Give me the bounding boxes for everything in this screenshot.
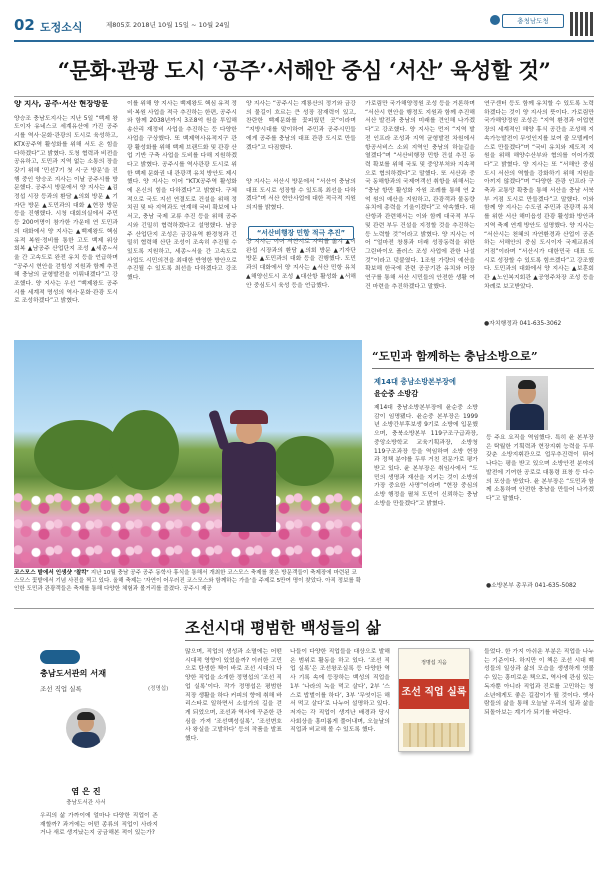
book-column-2 <box>185 648 282 882</box>
article-text: 가로림만 국가해양정원 조성 등을 거론하며 “서산시 현안을 행정도 지원과 함께 추진해 서산 발전과 충남의 미래를 견인해 나가겠다”고 강조했다. 양 지사는 먼저 “지역 발전 인프라 조성과 지역 균형발전 차원에서 항공서비스 소외 지역인 충남의 하늘길을 열겠다”며 “서산비행장 민항 건설 추진 동력 확보를 위해 국토 및 중앙부처와 지속적으로 협의하겠다”고 말했다. 또 서산과 중국 동해항과의 국제여객선 취항을 위해서는 “충남 항만 활성화 자원 조례를 통해 연 2억 원의 예산을 지원하고, 관광객과 물동량 유치에 총력을 기울이겠다”고 약속했다. 대산항과 관련해서는 이와 함께 대국적 부두 및 관련 부두 건설을 지정할 것을 추진하는 등 노력할 것”이라고 밝혔다. 양 지사는 이어 “얼마전 창룡과 더래 성장동력을 위한 그린바이오 플러스 조성 사업에 관한 나설 것”이라고 덧붙였다. 1조원 가량의 예산을 확보해 한국에 관련 공공기관 유치와 어장 연구를 통해 서산 시민들의 안전한 생활 여건 마련을 추진하겠다고 말했다. <box>365 101 475 290</box>
article-text: 이를 위해 양 지사는 백제왕도 핵심 유적 정비·복원 사업을 적극 추진하는 한편, 공주시와 함께 2038년까지 3조8억 원을 투입해 송산리 재정비 사업을 추진하는 등 다양한 사업을 구상했다. 또 백제역사유적지구 관광 활성화를 위해 백제 브랜드화 및 관광 산업 기반 구축 사업을 도비를 다해 지원하겠다고 밝혔다. 공주시를 역사관광 도시로 위한 백제 문화권 내 관광객 유치 방안도 제시했다. 양 지사는 이어 “KTX공주역 활성화에 온신의 힘을 다하겠다”고 밝혔다. 구체적으로 국도 지선 연결도로 건설을 위해 정치권 및 타 지역과도 연계해 국비 확보에 나서고, 충남 국제 교류 추진 등을 위해 공주시와 긴밀히 협력하겠다고 설명했다. 남공주 산업단지 조성은 금강유역 환경청과 긴밀히 협력해 산단 조성이 조속히 추진될 수 있도록 지원하고, 세종~서울 간 고속도로 사업도 시민의견을 최대한 반영한 방안으로 추진될 수 있도록 최선을 다하겠다고 강조했다. <box>127 101 237 282</box>
article-byline: 양 지사, 공주·서산 현장방문 <box>14 100 109 108</box>
book-article-title: 조선시대 평범한 백성들의 삶 <box>185 618 381 637</box>
logo-icon <box>490 15 500 25</box>
book-text: 우리의 삶 가까이에 얼마나 다양한 직업이 존재할까? 과거에는 어떤 종류의 직업이 사라지거나 새로 생겨났는지 궁금해본 적이 있는가? <box>40 813 158 837</box>
article-text: 연구센터 등도 함께 유치할 수 있도록 노력하겠다는 것이 양 지사의 뜻이다. 가로림만 국가해양정원 조성은 “지역 환경과 어업현장의 세계적인 해양 휴식 공간을 조성해 지속가능발전이 무엇인지를 보여 줄 모델케이스로 만들겠다”며 “국비 유치와 제도적 지원을 위해 해양수산부와 협의를 이어가겠다”고 밝혔다. 양 지사는 또 “서해안 중심도시 서산의 역할을 강화하기 위해 지원을 아끼지 않겠다”며 “다양한 관광 인프라 구축과 교통망 확충을 통해 서산을 충남 서북부 거점 도시로 만들겠다”고 말했다. 이와 함께 양 지사는 수도권 주민과 관광객 유치를 위한 서산 해미읍성 관광 활성화 방안과 지역 축제 연계 방안도 설명했다. 양 지사는 “서산시는 천혜의 자연환경과 산업이 공존하는 서해안의 중심 도시이자 국제교류의 거점”이라며 “서산시가 대한민국 대표 도시로 성장할 수 있도록 힘쓰겠다”고 강조했다. 도민과의 대화에서 양 지사는 ▲보훈회관 ▲노인복지회관 ▲공영주차장 조성 등을 차례로 보고받았다. <box>484 101 594 290</box>
profile-portrait <box>506 376 548 430</box>
book-title: 조선 직업 실록 <box>40 685 82 693</box>
column-name: 충남도서관의 서재 <box>40 668 107 678</box>
book-text: 나들이 다양한 직업들을 대상으로 발해온 범위로 활동을 하고 있다. ‘조선 직업 실록’은 조선왕조실록 등 다양한 역사 기록 속에 등장하는 백성의 직업을 1부 ‘나라의 녹을 먹고 살다’, 2부 ‘스스로 밥벌이를 하다’, 3부 ‘무엇이든 해서 먹고 살다’로 나누어 설명하고 있다. 저자는 각 직업이 생겨난 배경과 당시 사회상을 흥미롭게 풀어내며, 오늘날의 직업과 비교해 볼 수 있도록 했다. <box>290 649 390 734</box>
headline: “문화·관광 도시 ‘공주’·서해안 중심 ‘서산’ 육성할 것” <box>57 59 551 84</box>
column-badge-icon <box>40 650 80 664</box>
book-cover-author: 정명섭 지음 <box>421 660 447 666</box>
photo-caption <box>14 569 362 593</box>
qr-code-icon <box>570 12 594 36</box>
article-text: 양 지사는 이어 서산시로 자리를 옮겨 ▲이완섭 시장과의 환담 ▲의회 방문 ▲기자단 방문 ▲도민과의 대화 등을 진행했다. 도민과의 대화에서 양 지사는 ▲서산 민항 유치 ▲해양신도시 조성 ▲대산항 활성화 ▲서해안 중심도시 육성 등을 언급했다. <box>246 239 356 289</box>
book-column-1 <box>40 812 158 882</box>
book-cover-title: 조선 직업 실록 <box>401 687 467 698</box>
photo-caption-title: 코스모스 밭에서 인생샷 ‘찰칵’ <box>14 570 89 576</box>
profile-credit: ●소방본부 총무과 041-635-5082 <box>486 583 577 589</box>
article-text: 양승조 충남도지사는 지난 5일 “백제 왕도이자 유네스코 세계유산에 가진 공주시를 역사·문화·관광의 도시로 육성하고, KTX공주역 활성화를 위해 서도 온 힘을 다하겠다”고 밝혔다. 도청 협력과 비전을 공유하고, 도민과 지역 없는 소통의 장을 갖기 위해 ‘민선7기 첫 시·군 방문’을 진행 중인 양승조 지사는 이날 공주시를 방문했다. 공주시 방문에서 양 지사는 ▲김정섭 시장 등과의 환담 ▲의회 방문 ▲ 기자단 방문 ▲도민과의 대화 ▲현장 방문 등을 진행했다. 시청 대회의실에서 주민 등 200여명이 참가한 가운데 연 도민과의 대화에서 양 지사는 ▲백제왕도 핵심 유적 복원·정비를 통한 고도 백제 위상 회복 ▲남공주 산업단지 조성 ▲세종~서울 간 고속도로 완전 유치 등을 언급하며 “공주시 현안을 걷힘성 지원과 함께 추진해 충남의 균형발전을 이뤄내겠다”고 강조했다. 양 지사는 우선 “백제왕도 공주시를 세계적 명성의 역사·문화·관광 도시로 조성하겠다”고 밝혔다. <box>14 115 118 305</box>
book-column-3 <box>290 648 390 882</box>
person-figure <box>214 410 284 530</box>
publisher-logo: 충청남도청 <box>502 14 564 28</box>
article-column-3 <box>246 100 356 336</box>
divider <box>185 640 594 641</box>
article-column-4 <box>365 100 475 336</box>
divider <box>372 368 594 369</box>
article-text: 양 지사는 서산시 방문에서 “서산이 충남의 대표 도시로 성장할 수 있도록 최선을 다하겠다”며 서산 현안사업에 대한 적극적 지원 의지를 밝혔다. <box>246 179 356 212</box>
divider <box>14 608 594 609</box>
book-text: 많으며, 직업의 생성과 소멸에는 어떤 시대적 영향이 있었을까? 이러한 고민으로 탄생한 책이 바로 조선 시대의 다양한 직업을 소개한 정명섭의 ‘조선 직업 실록’이다. 작가 정명섭은 평범한 직장 생활을 하다 커피의 향에 취해 바리스타로 일하면서 소설가의 길을 걷게 되었으며, 조선과 역사에 꾸준한 관심을 가져 ‘조선백성실록’, ‘조선변호사 왕실을 고발하다’ 등의 작품을 발표했다. <box>185 649 282 743</box>
profile-quote-title: “도민과 함께하는 충남소방으로” <box>372 349 538 363</box>
author-avatar <box>66 708 106 748</box>
divider <box>14 96 594 97</box>
article-credit: ●자치행정과 041-635-3062 <box>484 321 562 327</box>
masthead <box>14 12 594 42</box>
article-text: 양 지사는 “공주시는 계룡산의 정기와 금강의 물길이 흐르는 큰 성장 잠재력이 있고, 찬란한 백제문화를 꽃피웠던 곳”이라며 “지방시대를 맞이하여 주민과 공주시민들에게 공주를 충남의 대표 관광 도시로 만들겠다”고 다짐했다. <box>246 101 356 151</box>
book-column-4 <box>484 648 594 882</box>
profile-column-2 <box>486 434 594 604</box>
page-number: 02 <box>14 16 35 34</box>
book-cover-image <box>398 648 470 752</box>
section-title: 도정소식 <box>40 21 83 34</box>
article-column-2 <box>127 100 237 336</box>
cosmos-field-photo <box>14 340 362 568</box>
profile-heading: 제14대 충남소방본부장에 <box>374 377 456 386</box>
photo-caption-text: 지난 10월 충남 공주 공주 동학사 휴식을 통해서 개최한 코스모스 축제를 찾은 방문객들이 축제장에 마련된 코스모스 꽃밭에서 기념 사진을 찍고 있다. 올해 축제는 ‘자연이 어우러진 코스모스와 함께하는 가을’을 주제로 5만여 명이 찾았다. 아직 정보를 확인한 도민과 관광객들은 축제를 통해 다양한 체험과 볼거리를 즐겼다. <box>14 570 362 592</box>
book-author: (정명섭) <box>148 686 169 692</box>
profile-text: 등 주요 요직을 역임했다. 특히 윤 본부장은 탁월한 기획력과 현장지휘 능력을 두루 갖춘 소방지휘관으로 업무추진력이 뛰어나다는 평을 받고 있으며 소방안전 분야의 발전에 기여한 공로로 대통령 표창 등 다수의 포상을 받았다. 윤 본부장은 “도민과 함께 소통하며 안전한 충남을 만들어 나가겠다”고 말했다. <box>486 435 594 502</box>
book-text: 들었다. 한 가지 아쉬운 부분은 직업을 나누는 기준이다. 하지만 이 책은 조선 시대 백성들의 일상과 삶의 모습을 생생하게 엿볼 수 있는 흥미로운 책으로, 역사에 관심 있는 독자뿐 아니라 직업과 진로를 고민하는 청소년에게도 좋은 길잡이가 될 것이다. 옛사람들의 삶을 통해 오늘날 우리의 일과 삶을 되돌아보는 계기가 되기를 바란다. <box>484 649 594 716</box>
profile-name: 윤순중 소방감 <box>374 389 419 398</box>
photo-caption-source: 공주시 제공 <box>183 586 212 592</box>
article-column-1 <box>14 100 118 336</box>
article-column-5 <box>484 100 594 336</box>
profile-text: 제14대 충남소방본부장에 윤순중 소방감이 임명됐다. 윤순중 본부장은 1999년 소방간부후보생 9기로 소방에 입문했으며, 충북소방본부 119구조구급과장, 중앙소방학교 교육기획과장, 소방청 119구조과장 등을 역임하며 소방 현장과 정책 분야를 두루 거친 전문가로 평가받고 있다. 윤 본부장은 취임사에서 “도민의 생명과 재산을 지키는 것이 소방의 가장 중요한 사명”이라며 “현장 중심의 소방 행정을 펼쳐 도민이 신뢰하는 충남소방을 만들겠다”고 밝혔다. <box>374 405 478 507</box>
issue-info: 제805호 2018년 10월 15일 ~ 10월 24일 <box>106 21 230 29</box>
author-role: 충남도서관 사서 <box>66 800 106 806</box>
profile-column-1 <box>374 404 478 604</box>
author-name: 염 은 진 <box>71 786 101 796</box>
article-subhead: “서산비행장 민항 적극 추진” <box>248 226 354 240</box>
